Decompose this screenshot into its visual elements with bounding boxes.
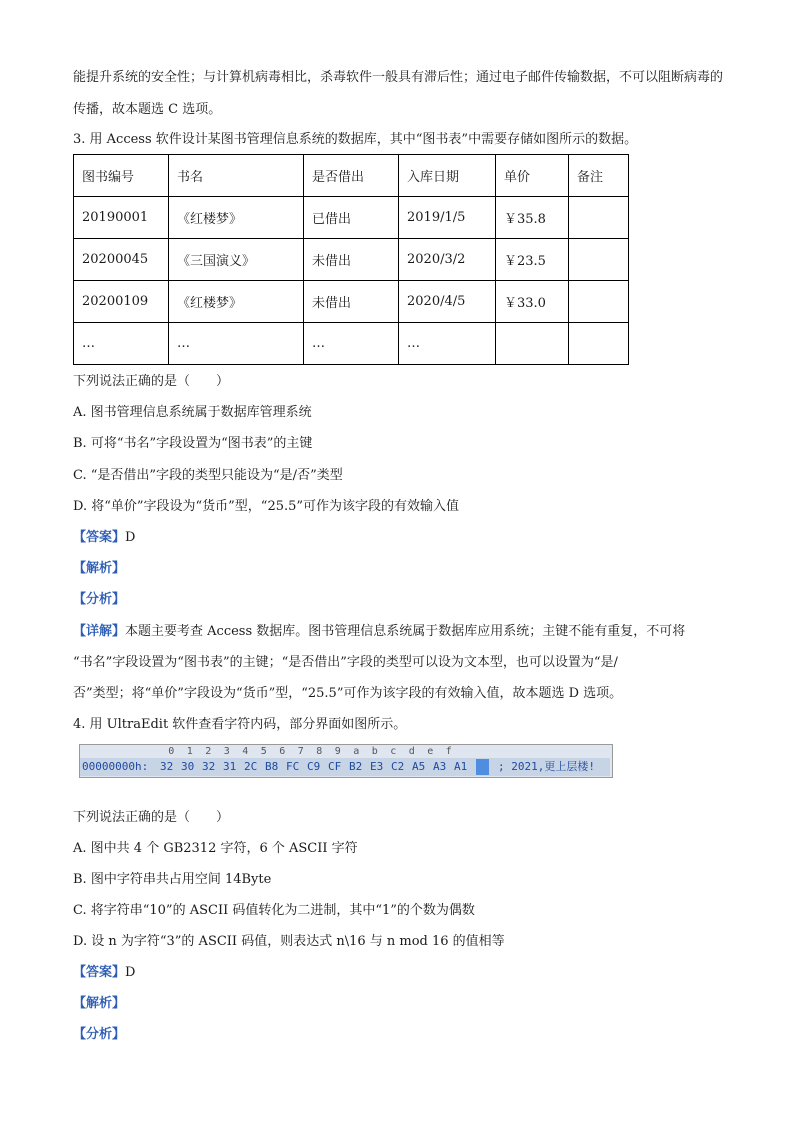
hex-column-label: 4 (242, 746, 249, 757)
table-row (74, 281, 629, 323)
table-cell (569, 281, 629, 323)
hex-byte: C2 (391, 760, 405, 773)
detail-text: 本题主要考查 Access 数据库。图书管理信息系统属于数据库应用系统；主键不能有重复，不可将 (125, 624, 686, 639)
table-cell: 20190001 (74, 197, 169, 239)
hex-column-label: 9 (334, 746, 341, 757)
q3-option-b: B. 可将“书名”字段设置为“图书表”的主键 (73, 436, 313, 451)
column-header: 是否借出 (304, 155, 399, 197)
hex-column-label: e (427, 746, 434, 757)
hex-column-label: d (408, 746, 415, 757)
q3-analysis-tag: 【解析】 (73, 561, 126, 576)
intro-paragraph: 能提升系统的安全性；与计算机病毒相比，杀毒软件一般具有滞后性；通过电子邮件传输数据，不可以阻断病毒的传播，故本题选 C 选项。 (73, 70, 724, 117)
q4-option-b: B. 图中字符串共占用空间 14Byte (73, 872, 272, 887)
table-cell (569, 323, 629, 365)
hex-byte: B8 (265, 760, 279, 773)
hex-byte: A1 (454, 760, 468, 773)
hex-column-label: 0 (168, 746, 175, 757)
hex-column-label: f (445, 746, 452, 757)
table-cell (569, 197, 629, 239)
hex-byte: CF (328, 760, 342, 773)
q4-prompt: 下列说法正确的是（ ） (73, 810, 230, 825)
hex-column-label: 7 (297, 746, 304, 757)
hex-byte: E3 (370, 760, 384, 773)
table-cell: 《红楼梦》 (169, 281, 304, 323)
q4-stem: 4. 用 UltraEdit 软件查看字符内码，部分界面如图所示。 (73, 717, 407, 732)
text-cursor-highlight (476, 759, 489, 775)
hex-column-label: 1 (186, 746, 193, 757)
table-cell: ￥33.0 (496, 281, 569, 323)
answer-tag: 【答案】 (73, 965, 126, 980)
hex-column-label: 6 (279, 746, 286, 757)
table-cell: 已借出 (304, 197, 399, 239)
table-cell: … (169, 323, 304, 365)
hex-byte: 32 (202, 760, 216, 773)
q3-option-c: C. “是否借出”字段的类型只能设为“是/否”类型 (73, 468, 343, 483)
table-row (74, 323, 629, 365)
table-header-row (74, 155, 629, 197)
hex-bytes (160, 758, 475, 776)
hex-row (80, 758, 610, 776)
hex-column-header (162, 746, 458, 758)
hex-column-label: a (353, 746, 360, 757)
q4-option-d: D. 设 n 为字符“3”的 ASCII 码值，则表达式 n\16 与 n mod 16 的值相等 (73, 934, 505, 949)
column-header: 入库日期 (399, 155, 496, 197)
table-cell: 2020/4/5 (399, 281, 496, 323)
hex-byte: FC (286, 760, 300, 773)
column-header: 书名 (169, 155, 304, 197)
q3-option-d: D. 将“单价”字段设为“货币”型，“25.5”可作为该字段的有效输入值 (73, 499, 460, 514)
hex-ascii-text: ; 2021,更上层楼! (498, 760, 595, 773)
table-cell: 20200109 (74, 281, 169, 323)
table-cell: … (304, 323, 399, 365)
table-cell: 2020/3/2 (399, 239, 496, 281)
hex-byte: 31 (223, 760, 237, 773)
column-header: 备注 (569, 155, 629, 197)
hex-address: 00000000h: (82, 760, 149, 773)
column-header: 单价 (496, 155, 569, 197)
q3-option-a: A. 图书管理信息系统属于数据库管理系统 (73, 405, 312, 420)
q3-detail-line-2: “书名”字段设置为“图书表”的主键；“是否借出”字段的类型可以设为文本型，也可以设置为“是/ (73, 655, 618, 670)
hex-byte: B2 (349, 760, 363, 773)
hex-column-label: b (371, 746, 378, 757)
q3-prompt: 下列说法正确的是（ ） (73, 374, 230, 389)
table-cell: 2019/1/5 (399, 197, 496, 239)
q4-option-c: C. 将字符串“10”的 ASCII 码值转化为二进制，其中“1”的个数为偶数 (73, 903, 475, 918)
q3-stem: 3. 用 Access 软件设计某图书管理信息系统的数据库，其中“图书表”中需要存储如图所示的数据。 (73, 132, 638, 147)
q4-analysis-tag: 【解析】 (73, 996, 126, 1011)
hex-byte: C9 (307, 760, 321, 773)
table-cell: 《红楼梦》 (169, 197, 304, 239)
hex-column-label: 8 (316, 746, 323, 757)
detail-tag: 【详解】 (73, 624, 126, 639)
table-cell: 未借出 (304, 281, 399, 323)
hex-byte: 30 (181, 760, 195, 773)
hex-column-label: 3 (223, 746, 230, 757)
table-cell: ￥35.8 (496, 197, 569, 239)
q4-option-a: A. 图中共 4 个 GB2312 字符，6 个 ASCII 字符 (73, 841, 358, 856)
hex-byte: A3 (433, 760, 447, 773)
hex-byte: 32 (160, 760, 174, 773)
hex-column-label: 5 (260, 746, 267, 757)
q3-answer (73, 529, 135, 547)
q4-analysis2-tag: 【分析】 (73, 1027, 126, 1042)
q4-answer (73, 964, 135, 982)
table-cell: 20200045 (74, 239, 169, 281)
answer-value: D (125, 965, 136, 980)
table-cell: 《三国演义》 (169, 239, 304, 281)
q3-detail-line-1 (73, 623, 685, 641)
table-cell: … (399, 323, 496, 365)
q3-analysis2-tag: 【分析】 (73, 592, 126, 607)
answer-value: D (125, 530, 136, 545)
table-cell: ￥23.5 (496, 239, 569, 281)
ultraedit-hex-view (79, 744, 613, 778)
table-row (74, 239, 629, 281)
hex-column-label: 2 (205, 746, 212, 757)
table-cell: 未借出 (304, 239, 399, 281)
book-table (73, 154, 629, 365)
table-cell: … (74, 323, 169, 365)
table-cell (569, 239, 629, 281)
answer-tag: 【答案】 (73, 530, 126, 545)
column-header: 图书编号 (74, 155, 169, 197)
table-row (74, 197, 629, 239)
table-cell (496, 323, 569, 365)
hex-byte: A5 (412, 760, 426, 773)
hex-column-label: c (390, 746, 397, 757)
hex-byte: 2C (244, 760, 258, 773)
q3-detail-line-3: 否”类型；将“单价”字段设为“货币”型，“25.5”可作为该字段的有效输入值，故本题选 D 选项。 (73, 686, 623, 701)
